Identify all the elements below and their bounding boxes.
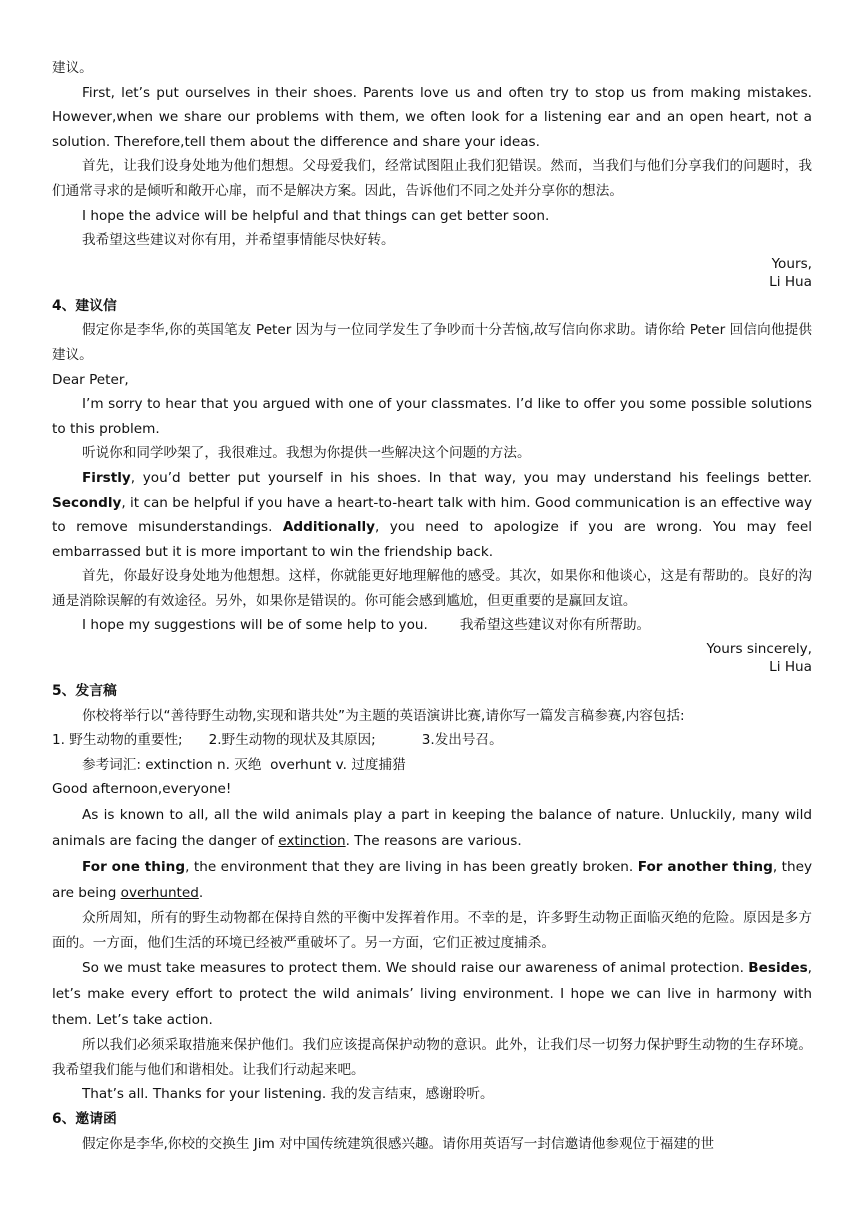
sec4-body-t2: , it can be helpful if you have a heart-to-heart talk with him. Good communication is an effective way to remove misunderstandings. xyxy=(52,494,812,536)
sec6-heading: 6、邀请函 xyxy=(52,1111,117,1127)
vocab-label: 参考词汇: xyxy=(82,756,146,773)
sec4-closing: Yours sincerely, xyxy=(706,641,812,658)
sec5-option-2: 2.野生动物的现状及其原因; xyxy=(208,732,376,749)
sec4-body-t3: , you need to apologize if you are wrong. You may feel embarrassed but it is more important to win the friendship back. xyxy=(52,519,812,560)
sec5-p1-a: As is known to all, all the wild animals play a part in keeping the balance of nature. Unluckily, many wild animals are facing the danger of xyxy=(52,807,812,850)
sec5-para3-en xyxy=(52,955,812,1033)
sec5-vocab xyxy=(52,753,812,778)
sec3-hope-cn: 我希望这些建议对你有用，并希望事情能尽快好转。 xyxy=(82,232,395,249)
sec4-salutation: Dear Peter, xyxy=(52,371,129,388)
sec5-ending xyxy=(52,1082,812,1107)
sec5-heading: 5、发言稿 xyxy=(52,683,117,700)
sec4-intro-cn: 听说你和同学吵架了，我很难过。我想为你提供一些解决这个问题的方法。 xyxy=(82,445,531,462)
sec4-prompt: 假定你是李华,你的英国笔友 Peter 因为与一位同学发生了争吵而十分苦恼,故写信向你求助。请你给 Peter 回信向他提供建议。 xyxy=(52,322,812,363)
sec5-end-en: That’s all. Thanks for your listening. xyxy=(82,1086,331,1103)
sec4-intro-en: I’m sorry to hear that you argued with one of your classmates. I’d like to offer you some possible solutions to this problem. xyxy=(52,396,812,437)
sec4-hope xyxy=(52,613,812,638)
additionally-keyword: Additionally xyxy=(282,519,376,536)
sec4-body-cn: 首先，你最好设身处地为他想想。这样，你就能更好地理解他的感受。其次，如果你和他谈心，这是有帮助的。良好的沟通是消除误解的有效途径。另外，如果你是错误的。你可能会感到尴尬，但更重要的是赢回友谊。 xyxy=(52,568,812,609)
sec4-body-t1: , you’d better put yourself in his shoes. In that way, you may understand his feelings better. xyxy=(130,469,812,486)
sec4-heading: 4、建议信 xyxy=(52,297,117,314)
sec5-prompt: 你校将举行以“善待野生动物,实现和谐共处”为主题的英语演讲比赛,请你写一篇发言稿参赛,内容包括: xyxy=(82,707,685,724)
vocab-extinction: extinction n. 灭绝 xyxy=(145,756,262,773)
sec3-closing: Yours, xyxy=(771,255,812,272)
for-another-thing-keyword: For another thing xyxy=(637,859,773,876)
sec5-p2-c: . xyxy=(198,885,204,902)
sec3-para1-cn: 首先，让我们设身处地为他们想想。父母爱我们，经常试图阻止我们犯错误。然而，当我们与他们分享我们的问题时，我们通常寻求的是倾听和敞开心扉，而不是解决方案。因此，告诉他们不同之处并分享你的想法。 xyxy=(52,158,812,199)
sec5-options xyxy=(52,728,812,753)
sec5-p2-b: , they are being xyxy=(52,859,813,902)
overhunted-word: overhunted xyxy=(120,885,199,902)
sec4-hope-en: I hope my suggestions will be of some help to you. xyxy=(82,617,428,634)
for-one-thing-keyword: For one thing xyxy=(82,859,186,876)
sec3-para1-en: First, let’s put ourselves in their shoes. Parents love us and often try to stop us from making mistakes. However,when we share our problems with them, we often look for a listening ear and an open heart, not a solution. Therefore,tell them about the difference and share your ideas. xyxy=(52,84,812,150)
sec3-signature: Li Hua xyxy=(769,273,812,290)
secondly-keyword: Secondly xyxy=(52,494,122,511)
sec5-cn2: 所以我们必须采取措施来保护他们。我们应该提高保护动物的意识。此外，让我们尽一切努力保护野生动物的生存环境。我希望我们能与他们和谐相处。让我们行动起来吧。 xyxy=(52,1037,812,1078)
besides-keyword: Besides xyxy=(748,960,808,977)
sec5-option-3: 3.发出号召。 xyxy=(421,732,503,749)
sec4-signature: Li Hua xyxy=(769,659,812,676)
sec5-cn1: 众所周知，所有的野生动物都在保持自然的平衡中发挥着作用。不幸的是，许多野生动物正面临灭绝的危险。原因是多方面的。一方面，他们生活的环境已经被严重破坏了。另一方面，它们正被过度捕杀。 xyxy=(52,910,812,951)
sec3-cn-end: 建议。 xyxy=(52,60,93,76)
sec3-hope-en: I hope the advice will be helpful and that things can get better soon. xyxy=(82,207,550,224)
sec4-hope-cn: 我希望这些建议对你有所帮助。 xyxy=(459,617,651,634)
sec5-p1-b: . The reasons are various. xyxy=(345,833,522,850)
sec5-option-1: 1. 野生动物的重要性; xyxy=(52,732,183,749)
sec5-para1-en xyxy=(52,802,812,854)
extinction-word: extinction xyxy=(278,833,346,850)
sec5-para2-en xyxy=(52,854,812,906)
sec5-p3-a: So we must take measures to protect them. We should raise our awareness of animal protection. xyxy=(82,960,749,977)
sec5-p2-a: , the environment that they are living in has been greatly broken. xyxy=(185,859,638,876)
sec4-body-en xyxy=(52,466,812,564)
sec5-p3-b: , let’s make every effort to protect the wild animals’ living environment. I hope we can live in harmony with them. Let’s take action. xyxy=(52,960,812,1029)
sec6-prompt: 假定你是李华,你校的交换生 Jim 对中国传统建筑很感兴趣。请你用英语写一封信邀请他参观位于福建的世 xyxy=(82,1135,715,1152)
firstly-keyword: Firstly xyxy=(82,469,131,486)
sec5-greeting: Good afternoon,everyone! xyxy=(52,781,232,798)
vocab-overhunt: overhunt v. 过度捕猎 xyxy=(270,756,406,773)
sec5-end-cn: 我的发言结束，感谢聆听。 xyxy=(330,1086,494,1103)
